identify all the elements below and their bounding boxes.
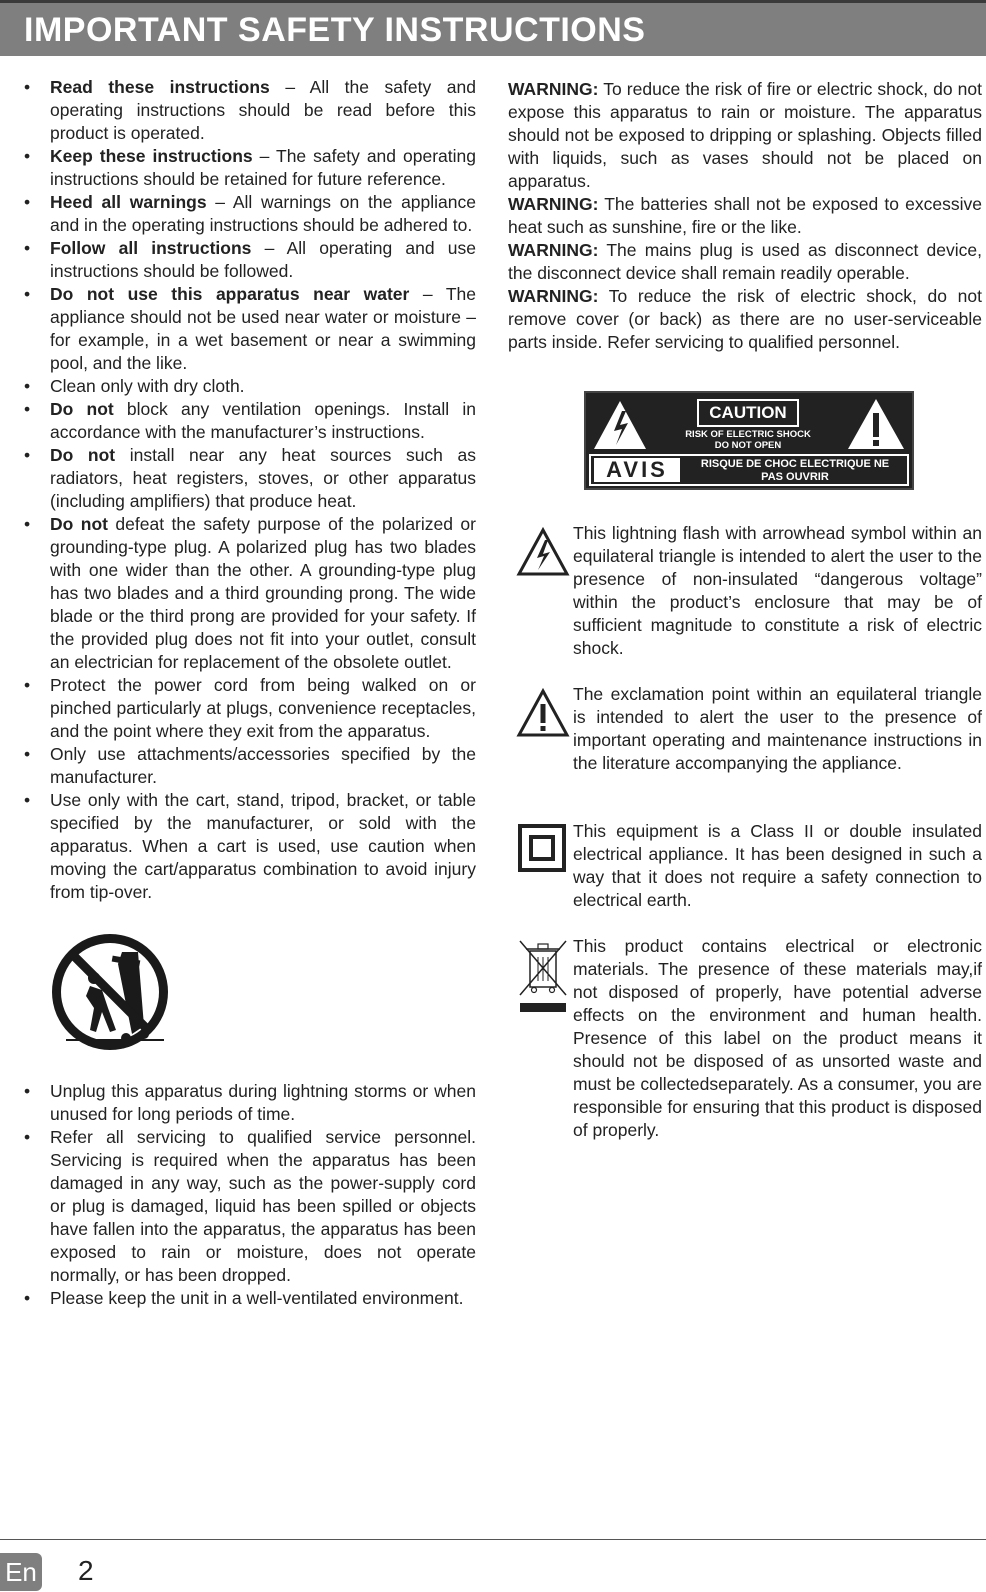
list-item: • Do not block any ventilation openings. Install in accordance with the manufacturer’s instructions. (24, 398, 476, 444)
class2-symbol-text: This equipment is a Class II or double insulated electrical appliance. It has been designed in such a way that it does not require a safety connection to electrical earth. (573, 821, 982, 910)
class2-symbol-block (508, 820, 982, 920)
risk-en-line1: RISK OF ELECTRIC SHOCK (685, 429, 811, 440)
list-item: • Clean only with dry cloth. (24, 375, 476, 398)
language-badge: En (0, 1553, 42, 1591)
warnings-block (508, 78, 982, 354)
list-item: • Keep these instructions – The safety and operating instructions should be retained for future reference. (24, 145, 476, 191)
page-title: IMPORTANT SAFETY INSTRUCTIONS (24, 11, 646, 49)
safety-list-a (24, 76, 476, 904)
list-item: • Only use attachments/accessories specified by the manufacturer. (24, 743, 476, 789)
weee-symbol-text: This product contains electrical or electronic materials. The presence of these materials may,if not disposed of properly, have potential adverse effects on the environment and human health. Presence of this label on the product means it should not be disposed of as unsorted waste and must be collectedseparately. As a consumer, you are responsible for ensuring that this product is disposed of properly. (573, 936, 982, 1140)
safety-list-b (24, 1080, 476, 1310)
exclamation-triangle-icon (516, 687, 570, 741)
list-item: • Do not install near any heat sources such as radiators, heat registers, stoves, or other apparatus (including amplifiers) that produce heat. (24, 444, 476, 513)
list-item: • Refer all servicing to qualified service personnel. Servicing is required when the apparatus has been damaged in any way, such as the power-supply cord or plug is damaged, liquid has been spilled or objects have fallen into the apparatus, the apparatus has been exposed to rain or moisture, does not operate normally, or has been dropped. (24, 1126, 476, 1287)
crossed-bin-icon (516, 937, 570, 1017)
list-item: • Protect the power cord from being walked on or pinched particularly at plugs, convenience receptacles, and the point where they exit from the apparatus. (24, 674, 476, 743)
cart-tipover-icon (52, 934, 172, 1054)
list-item: • Heed all warnings – All warnings on the appliance and in the operating instructions should be adhered to. (24, 191, 476, 237)
double-insulation-icon (516, 822, 570, 876)
list-item: • Unplug this apparatus during lightning storms or when unused for long periods of time. (24, 1080, 476, 1126)
exclamation-symbol-block (508, 683, 982, 803)
exclamation-symbol-text: The exclamation point within an equilateral triangle is intended to alert the user to the presence of important operating and maintenance instructions in the literature accompanying the appliance. (573, 684, 982, 773)
warning-paragraph: WARNING: To reduce the risk of electric shock, do not remove cover (or back) as there are no user-serviceable parts inside. Refer servicing to qualified personnel. (508, 286, 982, 352)
list-item: • Do not defeat the safety purpose of the polarized or grounding-type plug. A polarized plug has two blades with one wider than the other. A grounding-type plug has two blades and a third grounding prong. The wide blade or the third prong are provided for your safety. If the provided plug does not fit into your outlet, consult an electrician for replacement of the obsolete outlet. (24, 513, 476, 674)
header-bar (0, 0, 986, 56)
list-item: • Please keep the unit in a well-ventilated environment. (24, 1287, 476, 1310)
list-item: • Use only with the cart, stand, tripod, bracket, or table specified by the manufacturer, or sold with the apparatus. When a cart is used, use caution when moving the cart/apparatus combination to avoid injury from tip-over. (24, 789, 476, 904)
list-item: • Do not use this apparatus near water – The appliance should not be used near water or moisture – for example, in a wet basement or near a swimming pool, and the like. (24, 283, 476, 375)
risk-en-line2: DO NOT OPEN (714, 440, 782, 451)
warning-paragraph: WARNING: The batteries shall not be exposed to excessive heat such as sunshine, fire or the like. (508, 194, 982, 237)
lightning-symbol-block (508, 522, 982, 662)
avis-text: AVIS (606, 457, 668, 482)
risk-fr-line2: PAS OUVRIR (761, 471, 829, 483)
lightning-triangle-icon (516, 526, 570, 580)
footer-divider (0, 1539, 986, 1540)
list-item: • Read these instructions – All the safety and operating instructions should be read before this product is operated. (24, 76, 476, 145)
weee-symbol-block (508, 935, 982, 1145)
lightning-symbol-text: This lightning flash with arrowhead symbol within an equilateral triangle is intended to alert the user to the presence of non-insulated “dangerous voltage” within the product’s enclosure that may be of sufficient magnitude to constitute a risk of electric shock. (573, 523, 982, 658)
warning-paragraph: WARNING: To reduce the risk of fire or electric shock, do not expose this apparatus to rain or moisture. The apparatus should not be exposed to dripping or splashing. Objects filled with liquids, such as vases should not be placed on apparatus. (508, 79, 982, 191)
caution-text: CAUTION (709, 403, 787, 422)
left-column (24, 76, 476, 1310)
page-number: 2 (78, 1555, 94, 1586)
list-item: • Follow all instructions – All operating and use instructions should be followed. (24, 237, 476, 283)
risk-fr-line1: RISQUE DE CHOC ELECTRIQUE NE (700, 458, 890, 470)
caution-label (584, 391, 914, 490)
warning-paragraph: WARNING: The mains plug is used as disconnect device, the disconnect device shall remain readily operable. (508, 240, 982, 283)
